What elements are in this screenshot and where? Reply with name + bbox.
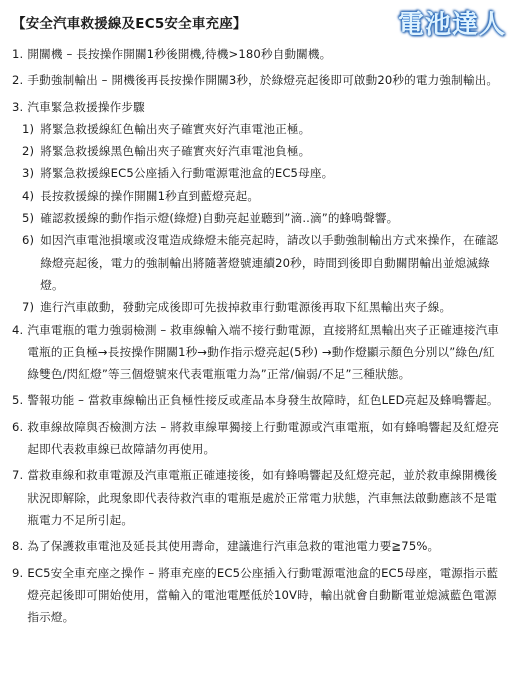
item-text: EC5安全車充座之操作 – 將車充座的EC5公座插入行動電源電池盒的EC5母座，電源指示藍燈亮起後即可開始使用，當輸入的電池電壓低於10V時，輸出就會自動斷電並熄滅藍色電源指示燈。 <box>27 565 499 625</box>
list-item <box>12 96 502 118</box>
subitem-text: 進行汽車啟動，發動完成後即可先拔掉救車行動電源後再取下紅黑輸出夾子線。 <box>40 300 452 315</box>
brand-watermark: 電池達人 <box>397 10 506 40</box>
item-text: 汽車緊急救援操作步驟 <box>27 99 145 114</box>
subitem-number: 1) <box>22 121 35 136</box>
list-item <box>12 319 502 386</box>
list-subitem <box>12 118 502 140</box>
item-number: 2. <box>12 73 24 88</box>
list-item <box>12 562 502 629</box>
subitem-text: 確認救援線的動作指示燈(綠燈)自動亮起並聽到”滴..滴”的蜂鳴聲響。 <box>40 211 399 226</box>
subitem-text: 將緊急救援線紅色輸出夾子確實夾好汽車電池正極。 <box>40 121 311 136</box>
list-subitem <box>12 162 502 184</box>
subitem-text: 將緊急救援線黑色輸出夾子確實夾好汽車電池負極。 <box>40 144 311 159</box>
item-number: 3. <box>12 99 24 114</box>
item-number: 8. <box>12 539 24 554</box>
item-number: 1. <box>12 47 24 61</box>
item-text: 警報功能 – 當救車線輸出正負極性接反或產品本身發生故障時，紅色LED亮起及蜂鳴響起。 <box>27 393 499 408</box>
subitem-number: 6) <box>22 233 35 248</box>
list-subitem <box>12 185 502 207</box>
item-number: 4. <box>12 322 24 337</box>
document-title: 【安全汽車救援線及EC5安全車充座】 <box>12 16 247 32</box>
item-text: 為了保護救車電池及延長其使用壽命，建議進行汽車急救的電池電力要≧75%。 <box>27 539 440 554</box>
item-text: 當救車線和救車電源及汽車電瓶正確連接後，如有蜂鳴響起及紅燈亮起，並於救車線開機後狀況即解除，此現象即代表待救汽車的電瓶是處於正常電力狀態，汽車無法啟動應該不是電瓶電力不足所引起。 <box>27 468 498 527</box>
subitem-number: 7) <box>22 300 35 315</box>
subitem-number: 3) <box>22 166 35 181</box>
subitem-text: 長按救援線的操作開關1秒直到藍燈亮起。 <box>40 188 260 203</box>
list-subitem <box>12 207 502 229</box>
item-number: 9. <box>12 565 24 580</box>
subitem-number: 2) <box>22 144 35 159</box>
list-subitem <box>12 229 502 296</box>
item-text: 汽車電瓶的電力強弱檢測 – 救車線輸入端不接行動電源，直接將紅黑輸出夾子正確連接汽車電瓶的正負極→長按操作開關1秒→動作指示燈亮起(5秒) →動作燈顯示顏色分別以”綠色/紅綠雙色/閃紅燈”等三個燈號來代表電瓶電力為”正常/偏弱/不足”三種狀態。 <box>27 322 500 382</box>
subitem-number: 5) <box>22 211 35 226</box>
list-item <box>12 389 502 411</box>
list-item <box>12 69 502 91</box>
subitem-text: 將緊急救援線EC5公座插入行動電源電池盒的EC5母座。 <box>40 166 334 181</box>
item-text: 手動強制輸出 – 開機後再長按操作開關3秒，於綠燈亮起後即可啟動20秒的電力強制輸出。 <box>27 73 499 88</box>
list-item <box>12 43 502 65</box>
item-text: 開關機 – 長按操作開關1秒後開機,待機>180秒自動關機。 <box>27 47 332 61</box>
list-item <box>12 416 502 461</box>
item-text: 救車線故障與否檢測方法 – 將救車線單獨接上行動電源或汽車電瓶，如有蜂鳴響起及紅燈亮起即代表救車線已故障請勿再使用。 <box>27 419 500 457</box>
list-item <box>12 535 502 557</box>
list-subitem <box>12 296 502 318</box>
subitem-number: 4) <box>22 188 35 203</box>
list-subitem <box>12 140 502 162</box>
list-item <box>12 464 502 531</box>
subitem-text: 如因汽車電池損壞或沒電造成綠燈未能亮起時，請改以手動強制輸出方式來操作，在確認綠燈亮起後，電力的強制輸出將隨著燈號連續20秒，時間到後即自動關閉輸出並熄滅綠燈。 <box>40 233 499 292</box>
item-number: 7. <box>12 468 24 483</box>
item-number: 6. <box>12 419 24 434</box>
item-number: 5. <box>12 393 24 408</box>
instruction-list <box>12 43 502 628</box>
